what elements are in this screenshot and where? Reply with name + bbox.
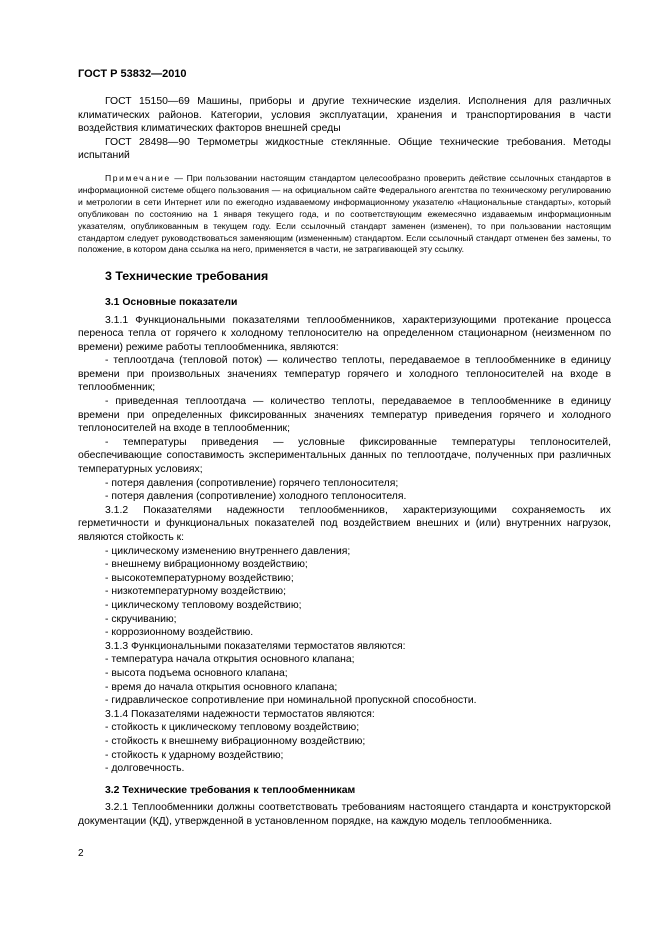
list-item: - время до начала открытия основного клапана; (105, 681, 338, 693)
list-item: - высота подъема основного клапана; (105, 667, 288, 679)
list-item: - температура начала открытия основного клапана; (105, 654, 355, 666)
clause-3-1-1: 3.1.1 Функциональными показателями теплообменников, характеризующими протекание процесса переноса тепла от горячего к холодному теплоносителю на определенном стационарном (неизменном по времени) режиме работы теплообменника, являются: (78, 314, 611, 353)
list-item: - низкотемпературному воздействию; (105, 586, 286, 598)
list-item: - циклическому изменению внутреннего давления; (105, 545, 351, 557)
list-item: - приведенная теплоотдача — количество теплоты, передаваемое в теплообменнике в единицу времени при определенных фиксированных значениях температур приведения горячего и холодного теплоносителей на входе в теплообменник; (78, 396, 611, 435)
list-item: - потеря давления (сопротивление) горячего теплоносителя; (105, 477, 399, 489)
subsection-3-1-title: 3.1 Основные показатели (105, 296, 238, 308)
clause-3-1-4: 3.1.4 Показателями надежности термостатов являются: (105, 708, 375, 720)
list-item: - стойкость к внешнему вибрационному воздействию; (105, 735, 366, 747)
list-item: - стойкость к ударному воздействию; (105, 749, 284, 761)
document-body (78, 95, 611, 828)
list-item: - коррозионному воздействию. (105, 627, 254, 639)
clause-3-2-1: 3.2.1 Теплообменники должны соответствовать требованиям настоящего стандарта и конструкторской документации (КД), утвержденной в установленном порядке, на каждую модель теплообменника. (78, 802, 611, 827)
list-item: - высокотемпературному воздействию; (105, 572, 294, 584)
note-paragraph (78, 173, 611, 256)
reference-gost-15150: ГОСТ 15150—69 Машины, приборы и другие технические изделия. Исполнения для различных климатических районов. Категории, условия эксплуатации, хранения и транспортирования в части воздействия климатических факторов внешней среды (78, 96, 611, 135)
list-item: - гидравлическое сопротивление при номинальной пропускной способности. (105, 695, 477, 707)
list-item: - циклическому тепловому воздействию; (105, 599, 302, 611)
list-item: - внешнему вибрационному воздействию; (105, 559, 308, 571)
clause-3-1-3: 3.1.3 Функциональными показателями термостатов являются: (105, 640, 406, 652)
reference-gost-28498: ГОСТ 28498—90 Термометры жидкостные стеклянные. Общие технические требования. Методы испытаний (78, 136, 611, 162)
page-number: 2 (78, 848, 84, 859)
list-item: - скручиванию; (105, 613, 177, 625)
list-item: - потеря давления (сопротивление) холодного теплоносителя. (105, 491, 407, 503)
section-3-title: 3 Технические требования (105, 269, 269, 284)
subsection-3-2-title: 3.2 Технические требования к теплообменникам (105, 784, 356, 796)
list-item: - долговечность. (105, 763, 185, 775)
clause-3-1-2: 3.1.2 Показателями надежности теплообменников, характеризующими сохраняемость их герметичности и функциональных показателей под воздействием внешних и (или) внутренних нагрузок, являются стойкость к: (78, 504, 611, 543)
note-label: Примечание (105, 172, 171, 183)
list-item: - теплоотдача (тепловой поток) — количество теплоты, передаваемое в теплообменнике в единицу времени при произвольных значениях температур горячего и холодного теплоносителей на входе в теплообменник; (78, 355, 611, 394)
document-header: ГОСТ Р 53832—2010 (78, 68, 187, 80)
list-item: - температуры приведения — условные фиксированные температуры теплоносителей, обеспечивающие сопоставимость экспериментальных данных по теплоотдаче, полученных при различных температурных условиях; (78, 436, 611, 476)
note-text: — При пользовании настоящим стандартом целесообразно проверить действие ссылочных стандартов в информационной системе общего пользования — на официальном сайте Федерального агентства по техническому регулированию и метрологии в сети Интернет или по ежегодно издаваемому информационному указателю «Национальные стандарты», который опубликован по состоянию на 1 января текущего года, и по соответствующим ежемесячно издаваемым информационным указателям, опубликованным в текущем году. Если ссылочный стандарт заменен (изменен), то при пользовании настоящим стандартом следует руководствоваться заменяющим (измененным) стандартом. Если ссылочный стандарт отменен без замены, то положение, в котором дана ссылка на него, применяется в части, не затрагивающей эту ссылку. (78, 172, 611, 255)
list-item: - стойкость к циклическому тепловому воздействию; (105, 722, 360, 734)
